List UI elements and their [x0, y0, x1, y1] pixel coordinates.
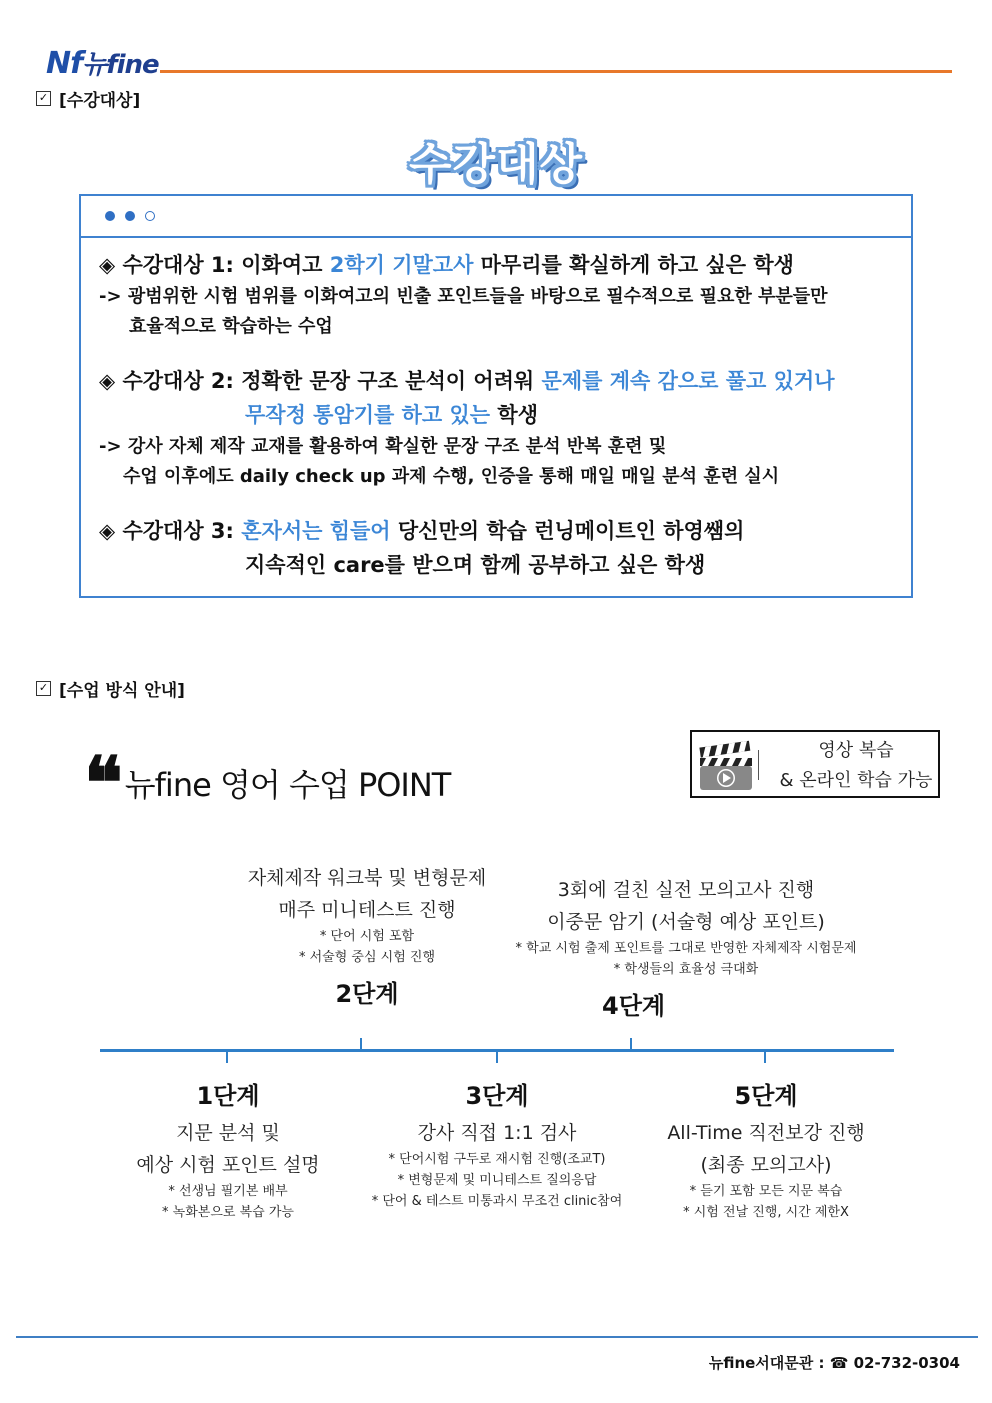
stage-note: * 단어 시험 포함	[319, 929, 415, 944]
target-box	[79, 194, 913, 598]
target-2-desc-2: 수업 이후에도 daily check up 과제 수행, 인증을 통해 매일 매일 분석 훈련 실시	[123, 466, 780, 487]
stage-note: * 듣기 포함 모든 지문 복습	[689, 1184, 843, 1199]
target-1-heading: ◈ 수강대상 1: 이화여고 2학기 기말고사 마무리를 확실하게 하고 싶은 학생	[99, 253, 794, 277]
target-2-desc: -> 강사 자체 제작 교재를 활용하여 확실한 문장 구조 분석 반복 훈련 및	[99, 436, 667, 457]
point-title	[84, 740, 451, 825]
box-content	[81, 238, 911, 582]
stage-main: (최종 모의고사)	[700, 1154, 832, 1176]
stage-5	[636, 1076, 896, 1223]
section-label-text: [수업 방식 안내]	[59, 681, 185, 701]
timeline-tick	[630, 1038, 632, 1050]
logo-mark: Nf	[46, 46, 83, 81]
logo-text: 뉴fine	[82, 50, 159, 80]
dot-icon	[105, 211, 115, 221]
target-1-desc: -> 광범위한 시험 범위를 이화여고의 빈출 포인트들을 바탕으로 필수적으로 필요한 부분들만	[99, 286, 828, 307]
target-3-heading-2: 지속적인 care를 받으며 함께 공부하고 싶은 학생	[245, 553, 706, 577]
stage-4	[496, 874, 876, 980]
stage-main: 예상 시험 포인트 설명	[136, 1154, 320, 1176]
section-label-method	[36, 676, 185, 701]
footer-contact: 뉴fine서대문관 : ☎ 02-732-0304	[708, 1354, 960, 1372]
checkbox-icon: ✓	[36, 91, 51, 106]
point-title-text: 뉴fine 영어 수업 POINT	[124, 766, 451, 804]
logo	[46, 44, 159, 81]
stage-note: * 변형문제 및 미니테스트 질의응답	[397, 1173, 597, 1188]
stage-3	[352, 1076, 642, 1212]
section-label-text: [수강대상]	[59, 91, 141, 111]
stage-2	[217, 862, 517, 1009]
stage-main: 3회에 걸친 실전 모의고사 진행	[557, 879, 815, 901]
stage-note: * 단어시험 구두로 재시험 진행(조교T)	[388, 1152, 606, 1167]
timeline-tick	[360, 1038, 362, 1050]
timeline-tick	[496, 1051, 498, 1063]
stage-note: * 시험 전날 진행, 시간 제한X	[683, 1205, 849, 1220]
video-review-box	[690, 730, 940, 798]
stage-main: 지문 분석 및	[176, 1122, 280, 1144]
page-title: 수강대상	[408, 139, 583, 190]
dot-icon	[125, 211, 135, 221]
dot-outline-icon	[145, 211, 155, 221]
stage-note: * 선생님 필기본 배부	[168, 1184, 288, 1199]
stage-title: 2단계	[335, 980, 399, 1008]
clapperboard-icon	[698, 736, 754, 792]
quote-icon: ❝	[84, 740, 115, 825]
stage-main: 자체제작 워크북 및 변형문제	[247, 867, 487, 889]
stage-main: All-Time 직전보강 진행	[667, 1122, 865, 1144]
target-3-heading: ◈ 수강대상 3: 혼자서는 힘들어 당신만의 학습 런닝메이트인 하영쌤의	[99, 519, 745, 543]
video-line-1: 영상 복습	[818, 740, 894, 761]
stage-title: 3단계	[465, 1082, 529, 1110]
stage-title: 1단계	[196, 1082, 260, 1110]
stage-note: * 녹화본으로 복습 가능	[162, 1205, 294, 1220]
stage-main: 이중문 암기 (서술형 예상 포인트)	[547, 911, 825, 933]
stage-main: 강사 직접 1:1 검사	[417, 1122, 577, 1144]
stage-title-4: 4단계	[602, 992, 666, 1020]
timeline-tick	[764, 1051, 766, 1063]
stage-title: 5단계	[734, 1082, 798, 1110]
stage-note: * 서술형 중심 시험 진행	[298, 950, 436, 965]
timeline-tick	[226, 1051, 228, 1063]
stage-note: * 학생들의 효율성 극대화	[613, 962, 759, 977]
checkbox-icon: ✓	[36, 681, 51, 696]
target-2-heading: ◈ 수강대상 2: 정확한 문장 구조 분석이 어려워 문제를 계속 감으로 풀고 있거나	[99, 369, 835, 393]
header-divider	[160, 70, 952, 73]
footer-divider	[16, 1336, 978, 1338]
target-2-heading-2: 무작정 통암기를 하고 있는 학생	[245, 403, 538, 427]
box-window-bar	[81, 196, 911, 238]
stage-note: * 학교 시험 출제 포인트를 그대로 반영한 자체제작 시험문제	[515, 941, 857, 956]
stage-note: * 단어 & 테스트 미통과시 무조건 clinic참여	[371, 1194, 623, 1209]
stage-1	[98, 1076, 358, 1223]
target-1-desc-2: 효율적으로 학습하는 수업	[129, 316, 333, 337]
stage-main: 매주 미니테스트 진행	[278, 899, 456, 921]
section-label-target	[36, 86, 140, 111]
video-line-2: & 온라인 학습 가능	[779, 770, 933, 791]
